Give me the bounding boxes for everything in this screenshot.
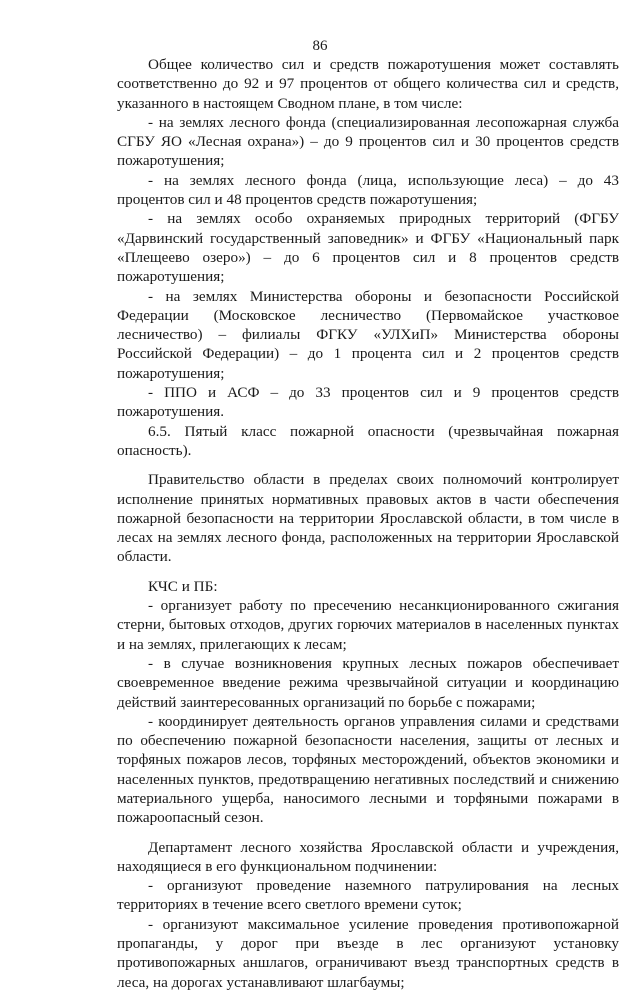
page-number: 86	[312, 38, 328, 54]
document-body	[117, 55, 619, 992]
paragraph: - на землях Министерства обороны и безопасности Российской Федерации (Московское лесничество (Первомайское участковое лесничество) – филиалы ФГКУ «УЛХиП» Министерства обороны Российской Федерации) – до 1 процента сил и 2 процентов средств пожаротушения;	[117, 287, 619, 382]
paragraph: КЧС и ПБ:	[148, 577, 218, 595]
paragraph: - на землях лесного фонда (специализированная лесопожарная служба СГБУ ЯО «Лесная охрана») – до 9 процентов сил и 30 процентов средств пожаротушения;	[117, 113, 619, 170]
paragraph: - в случае возникновения крупных лесных пожаров обеспечивает своевременное введение режима чрезвычайной ситуации и координацию действий заинтересованных организаций по борьбе с пожарами;	[117, 654, 619, 711]
section-heading: 6.5. Пятый класс пожарной опасности (чрезвычайная пожарная опасность).	[117, 422, 619, 459]
paragraph: - на землях лесного фонда (лица, использующие леса) – до 43 процентов сил и 48 процентов средств пожаротушения;	[117, 171, 619, 209]
paragraph: Правительство области в пределах своих полномочий контролирует исполнение принятых нормативных правовых актов в части обеспечения пожарной безопасности на территории Ярославской области, в том числе в лесах на землях лесного фонда, расположенных на территории Ярославской области.	[117, 471, 619, 566]
paragraph: - на землях особо охраняемых природных территорий (ФГБУ «Дарвинский государственный заповедник» и ФГБУ «Национальный парк «Плещеево озеро») – до 6 процентов сил и 8 процентов средств пожаротушения;	[117, 210, 619, 286]
paragraph: Департамент лесного хозяйства Ярославской области и учреждения, находящиеся в его функциональном подчинении:	[117, 838, 619, 875]
paragraph: - организует работу по пресечению несанкционированного сжигания стерни, бытовых отходов, других горючих материалов в населенных пунктах и на землях, прилегающих к лесам;	[117, 597, 619, 653]
paragraph: - ППО и АСФ – до 33 процентов сил и 9 процентов средств пожаротушения.	[117, 384, 619, 421]
paragraph: - организуют максимальное усиление проведения противопожарной пропаганды, у дорог при въезде в лес организуют установку противопожарных аншлагов, ограничивают въезд транспортных средств в леса, на дорогах устанавливают шлагбаумы;	[117, 915, 619, 991]
paragraph: - организуют проведение наземного патрулирования на лесных территориях в течение всего светлого времени суток;	[117, 877, 619, 914]
paragraph: - координирует деятельность органов управления силами и средствами по обеспечению пожарной безопасности населения, защиты от лесных и торфяных пожаров лесов, торфяных месторождений, объектов экономики и населенных пунктов, предотвращению негативных последствий и снижению материального ущерба, наносимого лесными и торфяными пожарами в пожароопасный сезон.	[117, 712, 619, 827]
paragraph: Общее количество сил и средств пожаротушения может составлять соответственно до 92 и 97 процентов от общего количества сил и средств, указанного в настоящем Сводном плане, в том числе:	[117, 56, 619, 112]
